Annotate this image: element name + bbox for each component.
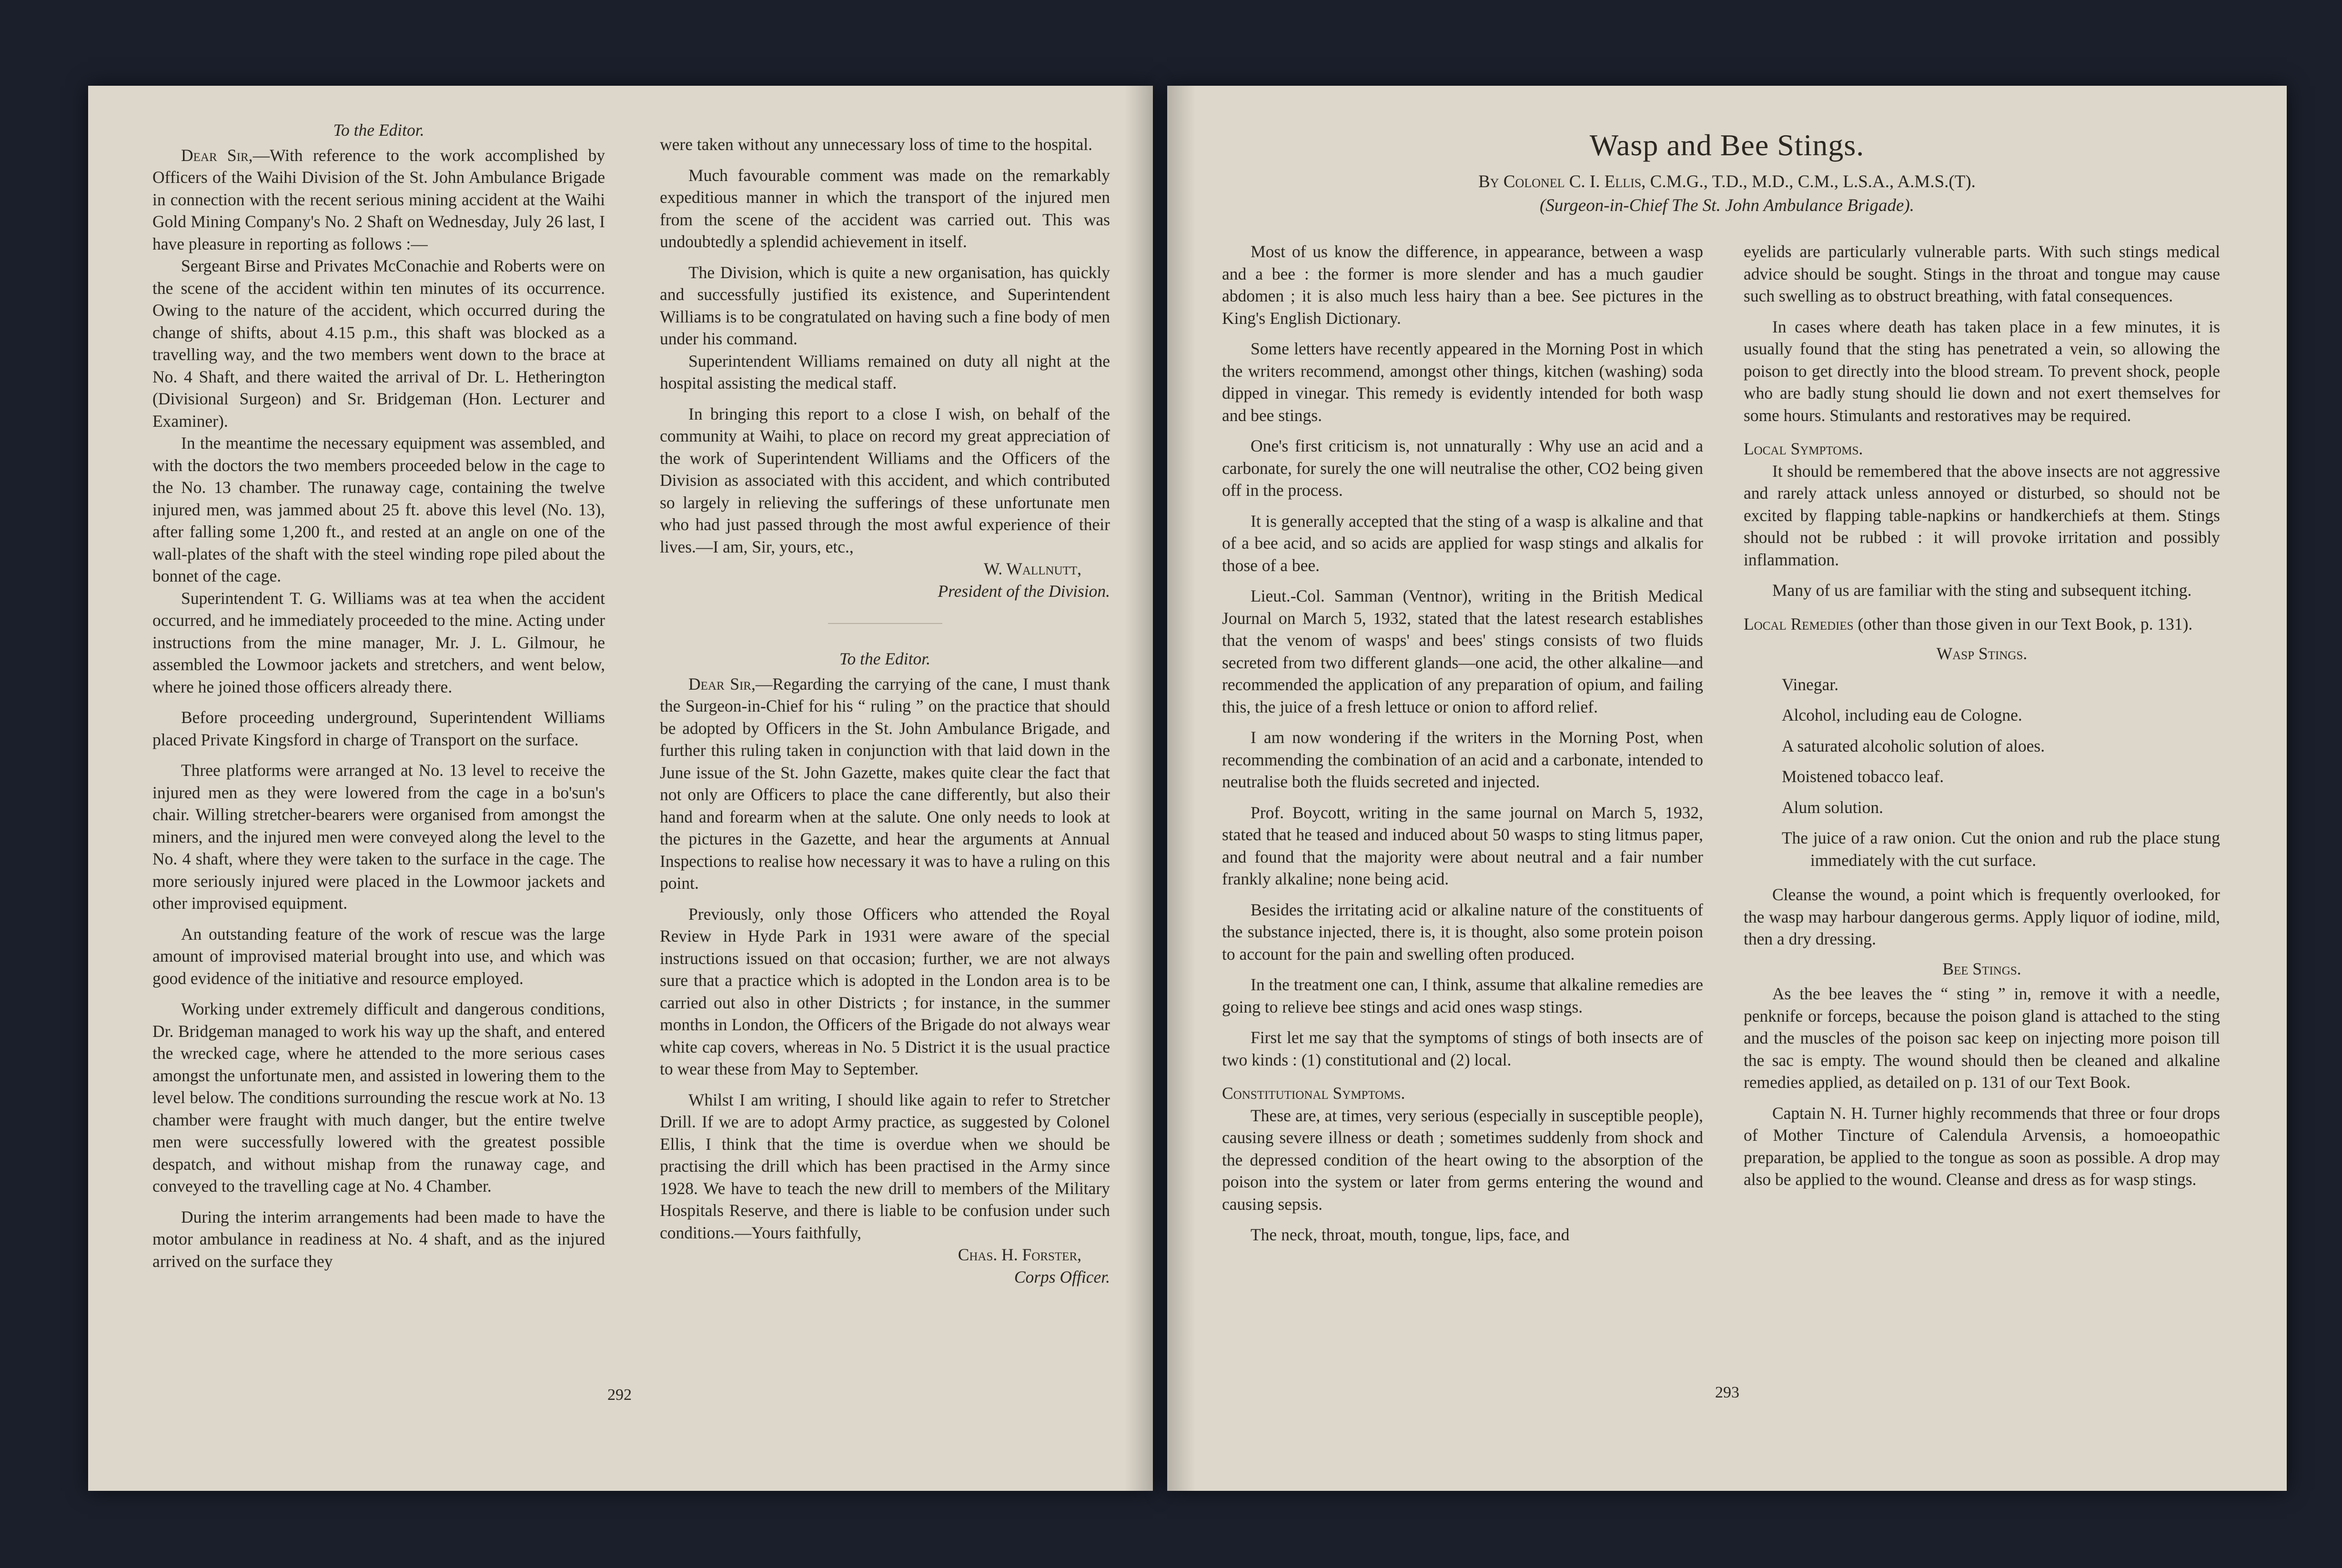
right-column-1 bbox=[1222, 241, 1703, 1246]
left-page bbox=[88, 86, 1153, 1491]
list-item: The juice of a raw onion. Cut the onion and rub the place stung immediately with the cut surface. bbox=[1782, 828, 2220, 870]
salutation: Dear Sir, bbox=[688, 674, 756, 694]
salutation: Dear Sir, bbox=[181, 145, 253, 165]
letter-paragraph: Dear Sir,—Regarding the carrying of the cane, I must thank the Surgeon-in-Chief for his “ ruling ” on the practice that should be adopted by Officers in the St. John Ambulance Brigade, and further this ruling taken in conjunction with that laid down in the June issue of the St. John Gazette, makes quite clear the fact that not only are Officers to place the cane differently, but also their hand and forearm when at the salute. One only needs to look at the pictures in the Gazette, and hear the arguments at Annual Inspections to realise how necessary it was to have a ruling on this point. bbox=[660, 674, 1110, 893]
letter-paragraph: Dear Sir,—With reference to the work accomplished by Officers of the Waihi Division of the St. John Ambulance Brigade in connection with the recent serious mining accident at the Waihi Gold Mining Company's No. 2 Shaft on Wednesday, July 26 last, I have pleasure in reporting as follows :— bbox=[152, 145, 605, 253]
article-paragraph: Some letters have recently appeared in the Morning Post in which the writers recommend, amongst other things, kitchen (washing) soda dipped in vinegar. This remedy is evidently intended for both wasp and bee stings. bbox=[1222, 339, 1703, 425]
signature-name: Chas. H. Forster, bbox=[958, 1245, 1081, 1264]
section-heading: Local Remedies (other than those given in our Text Book, p. 131). bbox=[1744, 614, 2193, 633]
section-heading: Constitutional Symptoms. bbox=[1222, 1084, 1405, 1103]
letter-paragraph: Before proceeding underground, Superintendent Williams placed Private Kingsford in charge of Transport on the surface. bbox=[152, 708, 605, 749]
article-paragraph: Lieut.-Col. Samman (Ventnor), writing in the British Medical Journal on March 5, 1932, stated that the latest research establishes that the venom of wasps' and bees' stings consists of two fluids secreted from two different glands—one acid, the other alkaline—and recommended the application of any preparation of opium, and failing this, the juice of a fresh lettuce or onion to afford relief. bbox=[1222, 586, 1703, 716]
article-paragraph: Prof. Boycott, writing in the same journal on March 5, 1932, stated that he teased and induced about 50 wasps to sting litmus paper, and found that the majority were about neutral and a fair number frankly alkaline; none being acid. bbox=[1222, 803, 1703, 888]
article-paragraph: eyelids are particularly vulnerable parts. With such stings medical advice should be sought. Stings in the throat and tongue may cause such swelling as to obstruct breathing, with fatal consequences. bbox=[1744, 242, 2220, 305]
signature-title: President of the Division. bbox=[938, 581, 1110, 601]
letter-paragraph: Working under extremely difficult and dangerous conditions, Dr. Bridgeman managed to work his way up the shaft, and entered the wrecked cage, where he attended to the more serious cases amongst the unfortunate men, and assisted in lowering them to the level below. The conditions surrounding the rescue work at No. 13 chamber were fraught with much danger, but the entire twelve men were successfully lowered with the greatest possible despatch, and without mishap from the runaway cage, and conveyed to the travelling cage at No. 4 Chamber. bbox=[152, 999, 605, 1196]
letter-paragraph: In the meantime the necessary equipment was assembled, and with the doctors the two members proceeded below in the cage to the No. 13 chamber. The runaway cage, containing the twelve injured men, was jammed about 25 ft. above this level (No. 13), after falling some 1,200 ft., and rested at an angle on one of the wall-plates of the shaft with the steel winding rope piled about the bonnet of the cage. bbox=[152, 433, 605, 585]
left-column-2 bbox=[660, 133, 1110, 1288]
article-paragraph: Most of us know the difference, in appearance, between a wasp and a bee : the former is more slender and has a much gaudier abdomen ; it is also much less hairy than a bee. See pictures in the King's English Dictionary. bbox=[1222, 242, 1703, 328]
article-paragraph: First let me say that the symptoms of stings of both insects are of two kinds : (1) constitutional and (2) local. bbox=[1222, 1028, 1703, 1069]
article-paragraph: As the bee leaves the “ sting ” in, remove it with a needle, penknife or forceps, because the poison gland is attached to the sting and the muscles of the poison sac keep on injecting more poison till the sac is empty. The wound should then be cleaned and alkaline remedies applied, as detailed on p. 131 of our Text Book. bbox=[1744, 984, 2220, 1092]
letter-paragraph: The Division, which is quite a new organisation, has quickly and successfully justified its existence, and Superintendent Williams is to be congratulated on having such a fine body of men under his command. bbox=[660, 262, 1110, 348]
article-paragraph: Captain N. H. Turner highly recommends that three or four drops of Mother Tincture of Calendula Arvensis, a homoeopathic preparation, be applied to the tongue as soon as possible. A drop may also be applied to the wound. Cleanse and dress as for wasp stings. bbox=[1744, 1103, 2220, 1189]
gutter-shadow bbox=[1167, 86, 1196, 1491]
letter-heading: To the Editor. bbox=[839, 649, 931, 668]
letter-paragraph: Superintendent T. G. Williams was at tea when the accident occurred, and he immediately proceeded to the mine. Acting under instructions from the mine manager, Mr. J. L. Gilmour, he assembled the Lowmoor jackets and stretchers, and went below, where he joined those officers already there. bbox=[152, 588, 605, 696]
gutter-shadow bbox=[1124, 86, 1153, 1491]
list-item: A saturated alcoholic solution of aloes. bbox=[1782, 736, 2045, 755]
list-item: Moistened tobacco leaf. bbox=[1782, 767, 1944, 786]
article-paragraph: Cleanse the wound, a point which is frequently overlooked, for the wasp may harbour dangerous germs. Apply liquor of iodine, mild, then a dry dressing. bbox=[1744, 885, 2220, 948]
article-paragraph: In cases where death has taken place in a few minutes, it is usually found that the sting has penetrated a vein, so allowing the poison to get directly into the blood stream. To prevent shock, people who are badly stung should lie down and not exert themselves for some hours. Stimulants and restoratives may be required. bbox=[1744, 317, 2220, 425]
right-column-2 bbox=[1744, 241, 2220, 1191]
article-paragraph: Besides the irritating acid or alkaline nature of the constituents of the substance injected, there is, it is thought, also some protein poison to account for the pain and swelling often produced. bbox=[1222, 900, 1703, 964]
subsection-heading: Wasp Stings. bbox=[1936, 644, 2028, 663]
letter-paragraph: were taken without any unnecessary loss of time to the hospital. bbox=[660, 135, 1092, 154]
letter-paragraph: Sergeant Birse and Privates McConachie and Roberts were on the scene of the accident within ten minutes of its occurrence. Owing to the nature of the accident, which occurred during the change of shifts, about 4.15 p.m., this shaft was blocked as a travelling way, and the two members went down to the brace at No. 4 Shaft, and there waited the arrival of Dr. L. Hetherington (Divisional Surgeon) and Sr. Bridgeman (Hon. Lecturer and Examiner). bbox=[152, 256, 605, 431]
section-heading: Local Symptoms. bbox=[1744, 439, 1863, 458]
article-title: Wasp and Bee Stings. bbox=[1589, 128, 1865, 162]
list-item: Alum solution. bbox=[1782, 797, 1884, 817]
article-paragraph: It is generally accepted that the sting of a wasp is alkaline and that of a bee acid, and so acids are applied for wasp stings and alkalis for those of a bee. bbox=[1222, 511, 1703, 575]
letter-paragraph: Whilst I am writing, I should like again to refer to Stretcher Drill. If we are to adopt Army practice, as suggested by Colonel Ellis, I think that the time is overdue when we should be practising the drill which has been practised in the Army since 1928. We have to teach the new drill to members of the Military Hospitals Reserve, and there is liable to be confusion under such conditions.—Yours faithfully, bbox=[660, 1090, 1110, 1242]
section-divider bbox=[828, 623, 942, 624]
signature-title: Corps Officer. bbox=[1014, 1267, 1110, 1287]
article-byline-affiliation: (Surgeon-in-Chief The St. John Ambulance Brigade). bbox=[1539, 196, 1915, 215]
subsection-heading: Bee Stings. bbox=[1942, 959, 2021, 978]
article-paragraph: The neck, throat, mouth, tongue, lips, face, and bbox=[1251, 1225, 1570, 1244]
page-number: 292 bbox=[607, 1386, 632, 1404]
article-paragraph: It should be remembered that the above insects are not aggressive and rarely attack unless annoyed or disturbed, so should not be excited by flapping table-napkins or handkerchiefs at them. Stings should not be rubbed : it will provoke irritation and possibly inflammation. bbox=[1744, 461, 2220, 569]
article-paragraph: Many of us are familiar with the sting and subsequent itching. bbox=[1772, 581, 2192, 600]
letter-heading: To the Editor. bbox=[333, 121, 424, 140]
right-page bbox=[1167, 86, 2287, 1491]
article-paragraph: One's first criticism is, not unnaturally : Why use an acid and a carbonate, for surely the one will neutralise the other, CO2 being given off in the process. bbox=[1222, 436, 1703, 500]
letter-paragraph: Much favourable comment was made on the remarkably expeditious manner in which the transport of the injured men from the scene of the accident was carried out. This was undoubtedly a splendid achievement in itself. bbox=[660, 165, 1110, 251]
letter-paragraph: An outstanding feature of the work of rescue was the large amount of improvised material brought into use, and which was good evidence of the initiative and resource employed. bbox=[152, 924, 605, 988]
article-paragraph: In the treatment one can, I think, assume that alkaline remedies are going to relieve bee stings and acid ones wasp stings. bbox=[1222, 975, 1703, 1016]
signature-name: W. Wallnutt, bbox=[984, 559, 1081, 578]
letter-paragraph: Superintendent Williams remained on duty all night at the hospital assisting the medical staff. bbox=[660, 351, 1110, 392]
page-number: 293 bbox=[1715, 1384, 1739, 1401]
letter-paragraph: Previously, only those Officers who attended the Royal Review in Hyde Park in 1931 were aware of the special instructions issued on that occasion; further, we are not always sure that a practice which is adopted in the London area is to be carried out also in other Districts ; for instance, in the summer months in London, the Officers of the Brigade do not always wear white cap covers, whereas in No. 5 District it is the usual practice to wear these from May to September. bbox=[660, 904, 1110, 1078]
article-paragraph: I am now wondering if the writers in the Morning Post, when recommending the combination of an acid and a carbonate, intended to neutralise both the fluids secreted and injected. bbox=[1222, 728, 1703, 791]
article-byline: By Colonel C. I. Ellis, C.M.G., T.D., M.D., C.M., L.S.A., A.M.S.(T). bbox=[1478, 172, 1976, 191]
letter-paragraph: In bringing this report to a close I wish, on behalf of the community at Waihi, to place on record my great appreciation of the work of Superintendent Williams and the Officers of the Division as associated with this accident, and which contributed so largely in relieving the sufferings of these unfortunate men who had just passed through the most awful experience of their lives.—I am, Sir, yours, etc., bbox=[660, 404, 1110, 556]
list-item: Vinegar. bbox=[1782, 674, 1839, 694]
letter-paragraph: Three platforms were arranged at No. 13 level to receive the injured men as they were lowered from the cage in a bo'sun's chair. Willing stretcher-bearers were organised from amongst the miners, and the injured men were conveyed along the level to the No. 4 shaft, where they were taken to the surface in the cage. The more seriously injured were placed in the Lowmoor jackets and other improvised equipment. bbox=[152, 761, 605, 913]
letter-paragraph: During the interim arrangements had been made to have the motor ambulance in readiness at No. 4 shaft, and as the injured arrived on the surface they bbox=[152, 1207, 605, 1271]
article-paragraph: These are, at times, very serious (especially in susceptible people), causing severe illness or death ; sometimes suddenly from shock and the depressed condition of the heart owing to the absorption of the poison into the system or later from germs entering the wound and causing sepsis. bbox=[1222, 1106, 1703, 1214]
left-column-1 bbox=[152, 119, 605, 1272]
remedy-list bbox=[1744, 673, 2220, 872]
list-item: Alcohol, including eau de Cologne. bbox=[1782, 705, 2022, 724]
